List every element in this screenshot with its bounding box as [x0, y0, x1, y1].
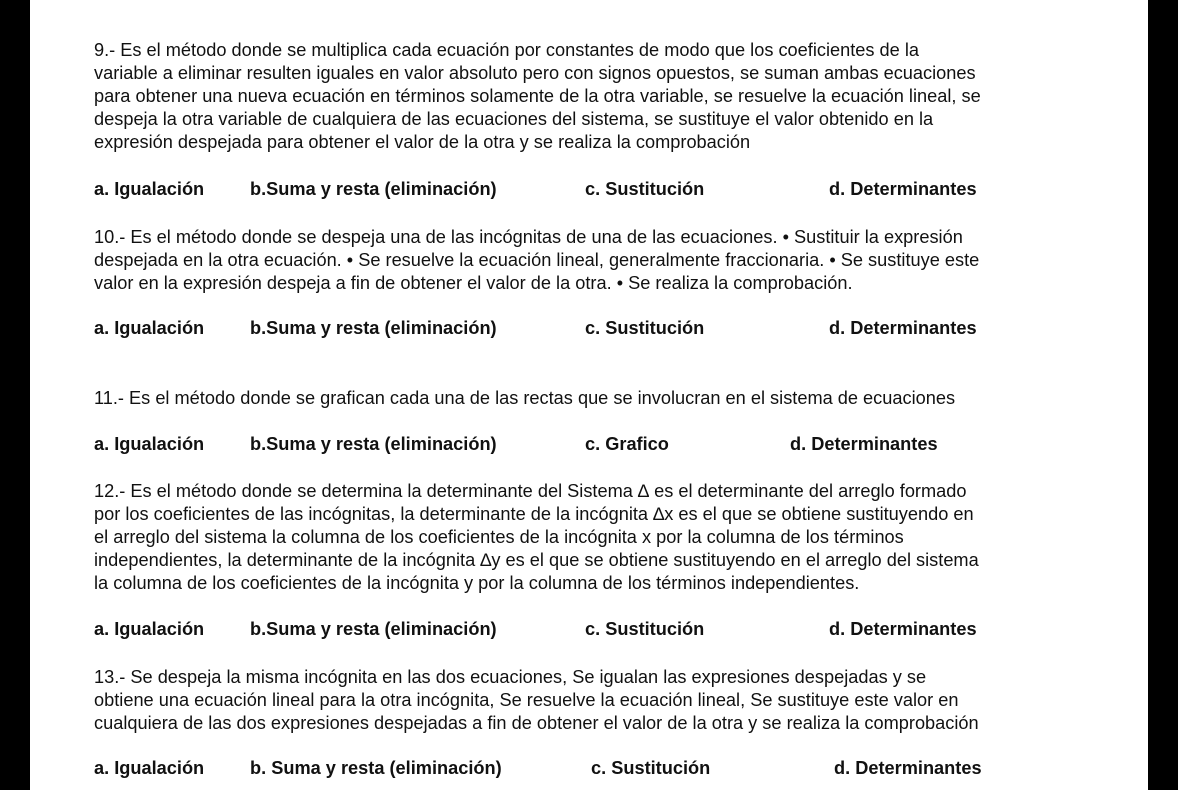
option-b: b.Suma y resta (eliminación)	[250, 318, 497, 338]
option-b: b.Suma y resta (eliminación)	[250, 619, 497, 639]
question-13-text: 13.- Se despeja la misma incógnita en las dos ecuaciones, Se igualan las expresiones despejadas y se obtiene una ecuación lineal para la otra incógnita, Se resuelve la ecuación lineal, Se sustituye este valor en cualquiera de las dos expresiones despejadas a fin de obtener el valor de la otra y se realiza la comprobación	[94, 667, 979, 733]
option-a: a. Igualación	[94, 179, 205, 199]
option-a: a. Igualación	[94, 619, 205, 639]
option-a: a. Igualación	[94, 758, 205, 778]
question-13-options	[94, 756, 1094, 780]
question-9-options	[94, 177, 1094, 201]
question-9-text: 9.- Es el método donde se multiplica cada ecuación por constantes de modo que los coeficientes de la variable a eliminar resulten iguales en valor absoluto pero con signos opuestos, se suman ambas ecuaciones para obtener una nueva ecuación en términos solamente de la otra variable, se resuelve la ecuación lineal, se despeja la otra variable de cualquiera de las ecuaciones del sistema, se sustituye el valor obtenido en la expresión despejada para obtener el valor de la otra y se realiza la comprobación	[94, 40, 981, 152]
document-page	[30, 0, 1148, 790]
option-d: d. Determinantes	[829, 318, 977, 338]
question-11-options	[94, 432, 1094, 456]
option-a: a. Igualación	[94, 434, 205, 454]
option-b: b.Suma y resta (eliminación)	[250, 434, 497, 454]
question-10-text: 10.- Es el método donde se despeja una de las incógnitas de una de las ecuaciones. • Sustituir la expresión despejada en la otra ecuación. • Se resuelve la ecuación lineal, generalmente fraccionaria. • Se sustituye este valor en la expresión despeja a fin de obtener el valor de la otra. • Se realiza la comprobación.	[94, 227, 980, 293]
option-c: c. Sustitución	[585, 179, 705, 199]
option-d: d. Determinantes	[829, 179, 977, 199]
option-b: b.Suma y resta (eliminación)	[250, 179, 497, 199]
option-a: a. Igualación	[94, 318, 205, 338]
option-d: d. Determinantes	[834, 758, 982, 778]
option-c: c. Sustitución	[585, 619, 705, 639]
option-c: c. Grafico	[585, 434, 669, 454]
question-11-text: 11.- Es el método donde se grafican cada una de las rectas que se involucran en el sistema de ecuaciones	[94, 388, 956, 408]
question-10-options	[94, 316, 1094, 340]
option-d: d. Determinantes	[829, 619, 977, 639]
option-d: d. Determinantes	[790, 434, 938, 454]
option-c: c. Sustitución	[591, 758, 711, 778]
option-b: b. Suma y resta (eliminación)	[250, 758, 502, 778]
question-12-options	[94, 617, 1094, 641]
option-c: c. Sustitución	[585, 318, 705, 338]
question-12-text: 12.- Es el método donde se determina la determinante del Sistema ∆ es el determinante del arreglo formado por los coeficientes de las incógnitas, la determinante de la incógnita ∆x es el que se obtiene sustituyendo en el arreglo del sistema la columna de los coeficientes de la incógnita x por la columna de los términos independientes, la determinante de la incógnita ∆y es el que se obtiene sustituyendo en el arreglo del sistema la columna de los coeficientes de la incógnita y por la columna de los términos independientes.	[94, 481, 979, 593]
